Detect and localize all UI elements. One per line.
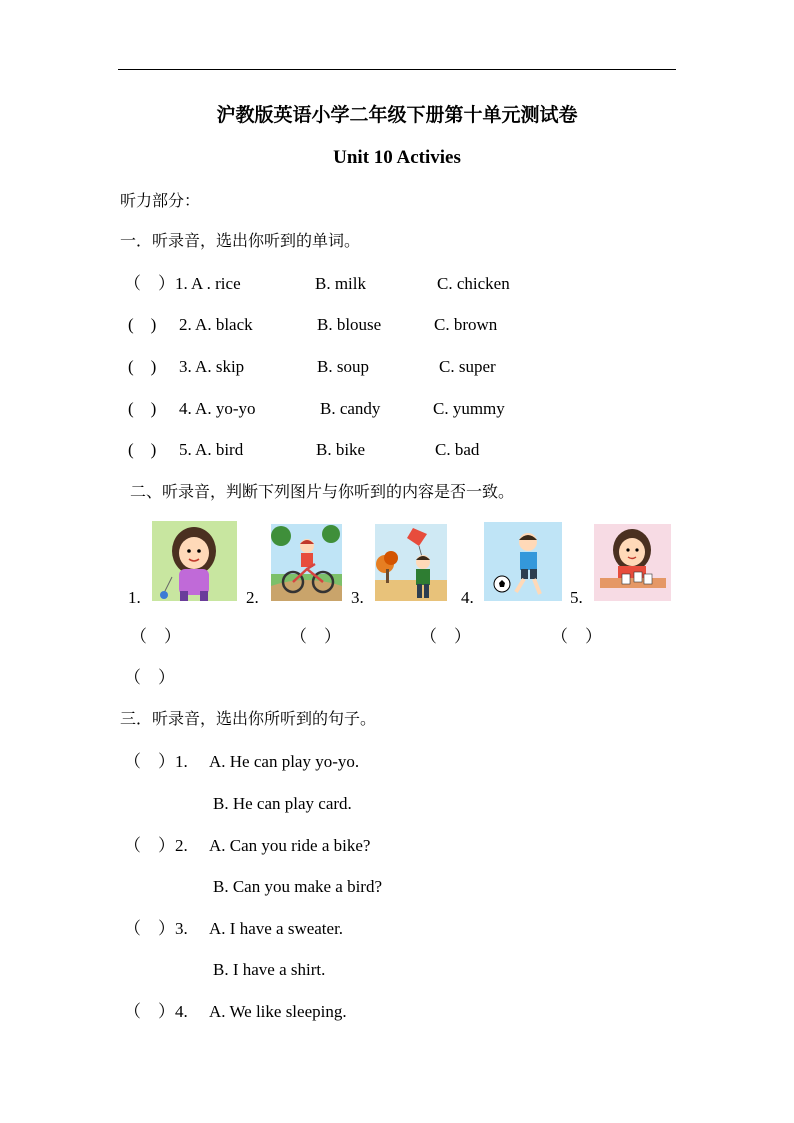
question-option-b: B. soup [317,357,369,376]
section1-heading: 一．听录音，选出你听到的单词。 [120,233,361,250]
picture-number: 5. [570,588,583,607]
answer-paren[interactable]: ( ) [128,357,157,376]
girl-yoyo-icon [152,521,237,601]
answer-paren[interactable]: （ ） [124,1002,175,1021]
question-option-a: A. He can play yo-yo. [209,752,360,771]
question-option-c: C. bad [435,440,480,459]
question-option-b: B. candy [320,399,381,418]
question-option-a: 3. A. skip [179,357,245,376]
question-number: 2. [175,836,188,855]
page-title: 沪教版英语小学二年级下册第十单元测试卷 [216,105,578,126]
question-option-c: C. yummy [433,399,505,418]
question-option-a: 4. A. yo-yo [179,399,256,418]
answer-paren[interactable]: ( ) [128,440,157,459]
header-rule [118,69,676,70]
answer-paren[interactable]: （ ） [124,836,175,855]
question-option-b: B. milk [315,274,367,293]
question-option-a: A. We like sleeping. [209,1002,347,1021]
picture-number: 4. [461,588,474,607]
question-option-b: B. blouse [317,315,382,334]
section2-heading: 二、听录音，判断下列图片与你听到的内容是否一致。 [130,484,515,501]
question-option-a: A. I have a sweater. [209,919,344,938]
question-option-b: B. bike [316,440,366,459]
answer-paren[interactable]: （ ） [124,752,175,771]
answer-paren[interactable]: （ ） [551,627,602,646]
boy-football-icon [484,522,562,601]
answer-paren[interactable]: ( ) [128,315,157,334]
picture-number: 2. [246,588,259,607]
boy-kite-icon [375,524,447,601]
page-subtitle: Unit 10 Activies [333,147,461,168]
question-option-a: A. Can you ride a bike? [209,836,371,855]
picture-number: 3. [351,588,364,607]
question-number: 1. [175,752,188,771]
question-option-b: B. I have a shirt. [213,960,326,979]
answer-paren[interactable]: （ ） [420,627,471,646]
picture-number: 1. [128,588,141,607]
question-option-b: B. He can play card. [213,794,352,813]
answer-paren[interactable]: （ ） [290,627,341,646]
question-option-a: 5. A. bird [179,440,244,459]
boy-bike-icon [271,524,342,601]
section3-heading: 三．听录音，选出你所听到的句子。 [120,711,377,728]
question-option-c: C. super [439,357,496,376]
question-number: 4. [175,1002,188,1021]
girl-cards-icon [594,524,671,601]
answer-paren[interactable]: （ ） [130,627,181,646]
answer-paren[interactable]: ( ) [128,399,157,418]
question-option-a: 2. A. black [179,315,253,334]
answer-paren[interactable]: （ ） [124,919,175,938]
answer-paren[interactable]: （ ） [124,668,175,687]
question-number: 3. [175,919,188,938]
listening-label: 听力部分： [120,193,201,210]
question-option-b: B. Can you make a bird? [213,877,383,896]
answer-paren[interactable]: （ ） [124,274,175,293]
question-option-c: C. chicken [437,274,510,293]
question-option-a: 1. A . rice [175,274,241,293]
question-option-c: C. brown [434,315,498,334]
